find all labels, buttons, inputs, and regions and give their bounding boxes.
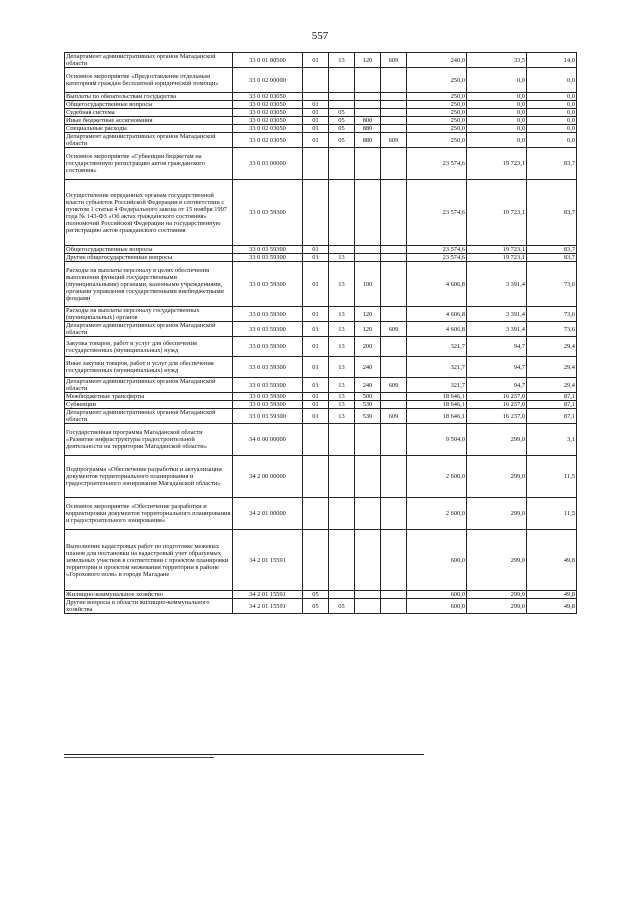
cell-code: 33 0 03 59300	[233, 378, 303, 393]
table-row	[65, 599, 577, 614]
cell-sec: 05	[303, 591, 329, 599]
table-row	[65, 530, 577, 591]
cell-v3: 11,5	[527, 498, 577, 530]
cell-code: 33 0 03 59300	[233, 322, 303, 337]
cell-sub	[329, 68, 355, 93]
cell-sub: 05	[329, 125, 355, 133]
cell-v1: 4 606,8	[407, 307, 467, 322]
cell-name: Иные бюджетные ассигнования	[65, 117, 233, 125]
cell-sub	[329, 93, 355, 101]
cell-grbs: 609	[381, 378, 407, 393]
cell-sub: 13	[329, 409, 355, 424]
cell-type: 120	[355, 322, 381, 337]
cell-type: 500	[355, 393, 381, 401]
cell-name: Общегосударственные вопросы	[65, 246, 233, 254]
cell-v3: 83,7	[527, 180, 577, 246]
cell-sub	[329, 530, 355, 591]
cell-v3: 0,0	[527, 109, 577, 117]
cell-v2: 94,7	[467, 378, 527, 393]
cell-sec	[303, 498, 329, 530]
cell-code: 34 2 01 15591	[233, 591, 303, 599]
table-row	[65, 53, 577, 68]
cell-code: 33 0 03 59300	[233, 180, 303, 246]
cell-v2: 0,0	[467, 101, 527, 109]
cell-sub	[329, 424, 355, 456]
cell-v3: 83,7	[527, 148, 577, 180]
cell-name: Департамент административных органов Магаданской области	[65, 409, 233, 424]
cell-grbs	[381, 530, 407, 591]
cell-v2: 299,0	[467, 456, 527, 498]
cell-code: 34 2 01 00000	[233, 498, 303, 530]
cell-code: 33 0 03 59300	[233, 246, 303, 254]
cell-code: 33 0 02 03050	[233, 117, 303, 125]
cell-grbs	[381, 109, 407, 117]
cell-grbs	[381, 148, 407, 180]
cell-code: 34 2 00 00000	[233, 456, 303, 498]
cell-v2: 299,0	[467, 498, 527, 530]
cell-sec: 01	[303, 101, 329, 109]
cell-grbs	[381, 180, 407, 246]
cell-sub: 05	[329, 117, 355, 125]
cell-grbs	[381, 307, 407, 322]
cell-type: 120	[355, 53, 381, 68]
cell-grbs	[381, 68, 407, 93]
cell-v1: 600,0	[407, 599, 467, 614]
cell-sec	[303, 68, 329, 93]
cell-grbs	[381, 337, 407, 357]
cell-type: 880	[355, 133, 381, 148]
cell-code: 33 0 03 59300	[233, 401, 303, 409]
cell-name: Другие вопросы в области жилищно-коммунального хозяйства	[65, 599, 233, 614]
cell-name: Специальные расходы	[65, 125, 233, 133]
cell-sec: 01	[303, 133, 329, 148]
cell-v1: 23 574,6	[407, 180, 467, 246]
footer-rule	[64, 754, 424, 755]
cell-v2: 0,0	[467, 133, 527, 148]
cell-code: 33 0 03 59300	[233, 262, 303, 307]
cell-v1: 4 606,8	[407, 262, 467, 307]
cell-v1: 2 600,0	[407, 498, 467, 530]
cell-type	[355, 180, 381, 246]
cell-name: Расходы на выплаты персоналу в целях обеспечения выполнения функций государственными (муниципальными) органами, казенными учреждениями, органами управления государственными внебюджетными фондами	[65, 262, 233, 307]
cell-sec: 01	[303, 337, 329, 357]
cell-type	[355, 591, 381, 599]
table-row	[65, 393, 577, 401]
table-row	[65, 133, 577, 148]
cell-grbs	[381, 254, 407, 262]
cell-name: Субвенции	[65, 401, 233, 409]
cell-v1: 600,0	[407, 591, 467, 599]
cell-sec: 01	[303, 401, 329, 409]
cell-name: Основное мероприятие «Предоставление отдельным категориям граждан бесплатной юридической помощи»	[65, 68, 233, 93]
cell-v2: 94,7	[467, 357, 527, 378]
cell-grbs: 609	[381, 409, 407, 424]
cell-grbs	[381, 357, 407, 378]
cell-code: 33 0 03 59300	[233, 393, 303, 401]
cell-type	[355, 148, 381, 180]
cell-type: 200	[355, 337, 381, 357]
cell-sub: 05	[329, 599, 355, 614]
cell-grbs: 609	[381, 133, 407, 148]
cell-v1: 321,7	[407, 357, 467, 378]
cell-sub	[329, 101, 355, 109]
table-row	[65, 424, 577, 456]
cell-sec	[303, 424, 329, 456]
cell-v2: 33,5	[467, 53, 527, 68]
cell-v3: 29,4	[527, 378, 577, 393]
cell-name: Жилищно-коммунальное хозяйство	[65, 591, 233, 599]
cell-code: 33 0 03 59300	[233, 254, 303, 262]
cell-v2: 16 237,0	[467, 393, 527, 401]
cell-type	[355, 254, 381, 262]
cell-v3: 3,1	[527, 424, 577, 456]
cell-v2: 94,7	[467, 337, 527, 357]
cell-name: Государственная программа Магаданской области «Развитие инфраструктуры градостроительной деятельности на территории Магаданской области»	[65, 424, 233, 456]
cell-sec: 01	[303, 307, 329, 322]
cell-grbs	[381, 246, 407, 254]
table-row	[65, 357, 577, 378]
table-row	[65, 307, 577, 322]
cell-v3: 83,7	[527, 254, 577, 262]
cell-v2: 16 237,0	[467, 401, 527, 409]
cell-code: 34 0 00 00000	[233, 424, 303, 456]
cell-code: 33 0 03 59300	[233, 357, 303, 378]
cell-sec	[303, 180, 329, 246]
cell-v2: 0,0	[467, 109, 527, 117]
cell-v3: 0,0	[527, 101, 577, 109]
cell-v3: 49,8	[527, 530, 577, 591]
cell-v1: 250,0	[407, 117, 467, 125]
cell-code: 33 0 03 00000	[233, 148, 303, 180]
cell-name: Основное мероприятие «Субвенции бюджетам на государственную регистрацию актов гражданского состояния»	[65, 148, 233, 180]
cell-code: 34 2 01 15591	[233, 599, 303, 614]
cell-v3: 0,0	[527, 93, 577, 101]
cell-type: 240	[355, 357, 381, 378]
cell-name: Выполнение кадастровых работ по подготовке межевых планов для постановки на кадастровый учет образуемых земельных участков в соответствии с проектом планировки территории и проектом межевания территории в районе «Горохового поля» в городе Магадане	[65, 530, 233, 591]
cell-grbs: 609	[381, 53, 407, 68]
cell-v1: 250,0	[407, 101, 467, 109]
cell-v2: 16 237,0	[467, 409, 527, 424]
cell-v1: 321,7	[407, 337, 467, 357]
cell-grbs	[381, 262, 407, 307]
cell-name: Расходы на выплаты персоналу государственных (муниципальных) органов	[65, 307, 233, 322]
cell-type	[355, 101, 381, 109]
cell-sub	[329, 498, 355, 530]
cell-name: Выплаты по обязательствам государства	[65, 93, 233, 101]
table-row	[65, 117, 577, 125]
cell-type: 800	[355, 117, 381, 125]
table-row	[65, 378, 577, 393]
cell-type: 100	[355, 262, 381, 307]
cell-v1: 250,0	[407, 68, 467, 93]
cell-sec: 01	[303, 262, 329, 307]
table-row	[65, 409, 577, 424]
cell-type	[355, 109, 381, 117]
budget-table	[64, 52, 577, 614]
cell-sub: 13	[329, 307, 355, 322]
cell-v2: 0,0	[467, 68, 527, 93]
cell-v1: 18 646,1	[407, 393, 467, 401]
cell-name: Подпрограмма «Обеспечение разработки и актуализации документов территориального планирования и градостроительного зонирования Магаданской области»	[65, 456, 233, 498]
cell-v3: 73,6	[527, 262, 577, 307]
table-row	[65, 254, 577, 262]
cell-sub: 13	[329, 393, 355, 401]
cell-v1: 23 574,6	[407, 254, 467, 262]
cell-v3: 87,1	[527, 409, 577, 424]
table-row	[65, 591, 577, 599]
cell-sec: 05	[303, 599, 329, 614]
cell-code: 33 0 02 03050	[233, 125, 303, 133]
cell-v3: 73,6	[527, 307, 577, 322]
table-row	[65, 456, 577, 498]
cell-code: 33 0 02 03050	[233, 133, 303, 148]
cell-name: Закупка товаров, работ и услуг для обеспечения государственных (муниципальных) нужд	[65, 337, 233, 357]
table-row	[65, 401, 577, 409]
cell-v3: 0,0	[527, 125, 577, 133]
cell-name: Другие общегосударственные вопросы	[65, 254, 233, 262]
cell-type	[355, 93, 381, 101]
cell-v3: 83,7	[527, 246, 577, 254]
cell-grbs	[381, 456, 407, 498]
cell-sec: 01	[303, 378, 329, 393]
table-row	[65, 68, 577, 93]
cell-v1: 250,0	[407, 133, 467, 148]
cell-type	[355, 599, 381, 614]
cell-v3: 29,4	[527, 357, 577, 378]
cell-v3: 73,6	[527, 322, 577, 337]
cell-grbs	[381, 591, 407, 599]
cell-code: 33 0 03 59300	[233, 307, 303, 322]
cell-v1: 4 606,8	[407, 322, 467, 337]
cell-v1: 23 574,6	[407, 246, 467, 254]
cell-type	[355, 424, 381, 456]
cell-sub: 13	[329, 401, 355, 409]
cell-type: 880	[355, 125, 381, 133]
cell-sec: 01	[303, 53, 329, 68]
cell-sub: 13	[329, 262, 355, 307]
cell-v3: 0,0	[527, 117, 577, 125]
cell-v3: 0,0	[527, 133, 577, 148]
cell-type: 530	[355, 401, 381, 409]
cell-sub	[329, 180, 355, 246]
cell-v3: 0,0	[527, 68, 577, 93]
cell-sec: 01	[303, 125, 329, 133]
cell-grbs	[381, 125, 407, 133]
cell-v2: 19 723,1	[467, 246, 527, 254]
cell-code: 33 0 02 03050	[233, 93, 303, 101]
cell-sec: 01	[303, 322, 329, 337]
cell-name: Департамент административных органов Магаданской области	[65, 322, 233, 337]
cell-sub	[329, 591, 355, 599]
table-row	[65, 337, 577, 357]
footer-rule-short	[64, 757, 214, 758]
cell-sub	[329, 456, 355, 498]
cell-code: 33 0 03 59300	[233, 337, 303, 357]
cell-v3: 49,8	[527, 599, 577, 614]
cell-sec: 01	[303, 117, 329, 125]
cell-type: 240	[355, 378, 381, 393]
cell-sub: 13	[329, 337, 355, 357]
cell-v2: 299,0	[467, 599, 527, 614]
cell-type: 120	[355, 307, 381, 322]
cell-grbs	[381, 117, 407, 125]
table-row	[65, 498, 577, 530]
cell-code: 33 0 02 03050	[233, 101, 303, 109]
cell-v2: 0,0	[467, 125, 527, 133]
cell-grbs	[381, 401, 407, 409]
cell-code: 33 0 02 03050	[233, 109, 303, 117]
cell-name: Судебная система	[65, 109, 233, 117]
table-row	[65, 148, 577, 180]
cell-code: 33 0 02 00000	[233, 68, 303, 93]
cell-sub: 13	[329, 53, 355, 68]
cell-v2: 19 723,1	[467, 148, 527, 180]
cell-sub	[329, 246, 355, 254]
cell-sec	[303, 93, 329, 101]
cell-v2: 0,0	[467, 117, 527, 125]
cell-type	[355, 498, 381, 530]
cell-v2: 0,0	[467, 93, 527, 101]
cell-v3: 87,1	[527, 393, 577, 401]
cell-v3: 11,5	[527, 456, 577, 498]
cell-sub: 13	[329, 378, 355, 393]
cell-code: 34 2 01 15591	[233, 530, 303, 591]
cell-v2: 3 391,4	[467, 307, 527, 322]
cell-v1: 250,0	[407, 93, 467, 101]
cell-v2: 299,0	[467, 530, 527, 591]
cell-sec: 01	[303, 246, 329, 254]
cell-v1: 250,0	[407, 109, 467, 117]
cell-v2: 3 391,4	[467, 322, 527, 337]
table-row	[65, 246, 577, 254]
cell-name: Департамент административных органов Магаданской области	[65, 133, 233, 148]
budget-table-body	[65, 53, 577, 614]
cell-type	[355, 68, 381, 93]
cell-v2: 299,0	[467, 424, 527, 456]
cell-v2: 19 723,1	[467, 180, 527, 246]
cell-v3: 29,4	[527, 337, 577, 357]
cell-grbs	[381, 599, 407, 614]
cell-v3: 87,1	[527, 401, 577, 409]
table-row	[65, 109, 577, 117]
table-row	[65, 262, 577, 307]
cell-name: Основное мероприятие «Обеспечение разработки и корректировки документов территориального планирования и градостроительного зонирования»	[65, 498, 233, 530]
cell-sec: 01	[303, 357, 329, 378]
cell-v1: 23 574,6	[407, 148, 467, 180]
cell-sec: 01	[303, 393, 329, 401]
table-row	[65, 125, 577, 133]
cell-grbs	[381, 498, 407, 530]
cell-v1: 600,0	[407, 530, 467, 591]
table-row	[65, 93, 577, 101]
cell-name: Осуществление переданных органам государственной власти субъектов Российской Федерации в соответствии с пунктом 1 статьи 4 Федерального закона от 15 ноября 1997 года № 143-ФЗ «Об актах гражданского состояния» полномочий Российской Федерации на государственную регистрацию актов гражданского состояния	[65, 180, 233, 246]
cell-v1: 18 646,1	[407, 401, 467, 409]
cell-sub: 13	[329, 357, 355, 378]
cell-sub: 05	[329, 109, 355, 117]
cell-v1: 18 646,1	[407, 409, 467, 424]
cell-sec	[303, 148, 329, 180]
cell-type	[355, 530, 381, 591]
cell-v3: 49,8	[527, 591, 577, 599]
cell-name: Иные закупки товаров, работ и услуг для обеспечения государственных (муниципальных) нужд	[65, 357, 233, 378]
cell-type: 530	[355, 409, 381, 424]
cell-v2: 19 723,1	[467, 254, 527, 262]
cell-v1: 240,0	[407, 53, 467, 68]
cell-sec: 01	[303, 254, 329, 262]
cell-sub: 13	[329, 322, 355, 337]
cell-sec	[303, 456, 329, 498]
cell-v1: 250,0	[407, 125, 467, 133]
cell-sec: 01	[303, 109, 329, 117]
cell-code: 33 0 03 59300	[233, 409, 303, 424]
cell-code: 33 0 01 80500	[233, 53, 303, 68]
table-row	[65, 322, 577, 337]
cell-v1: 2 600,0	[407, 456, 467, 498]
cell-sec: 01	[303, 409, 329, 424]
cell-grbs	[381, 93, 407, 101]
cell-sec	[303, 530, 329, 591]
cell-sub: 05	[329, 133, 355, 148]
table-row	[65, 180, 577, 246]
cell-grbs	[381, 424, 407, 456]
table-row	[65, 101, 577, 109]
cell-grbs: 609	[381, 322, 407, 337]
cell-v2: 3 391,4	[467, 262, 527, 307]
page-number: 557	[311, 30, 329, 42]
cell-type	[355, 246, 381, 254]
cell-sub: 13	[329, 254, 355, 262]
cell-v2: 299,0	[467, 591, 527, 599]
cell-grbs	[381, 393, 407, 401]
cell-name: Межбюджетные трансферты	[65, 393, 233, 401]
cell-name: Общегосударственные вопросы	[65, 101, 233, 109]
cell-sub	[329, 148, 355, 180]
cell-v1: 321,7	[407, 378, 467, 393]
cell-v1: 9 504,0	[407, 424, 467, 456]
cell-v3: 14,0	[527, 53, 577, 68]
cell-name: Департамент административных органов Магаданской области	[65, 53, 233, 68]
cell-type	[355, 456, 381, 498]
cell-grbs	[381, 101, 407, 109]
cell-name: Департамент административных органов Магаданской области	[65, 378, 233, 393]
